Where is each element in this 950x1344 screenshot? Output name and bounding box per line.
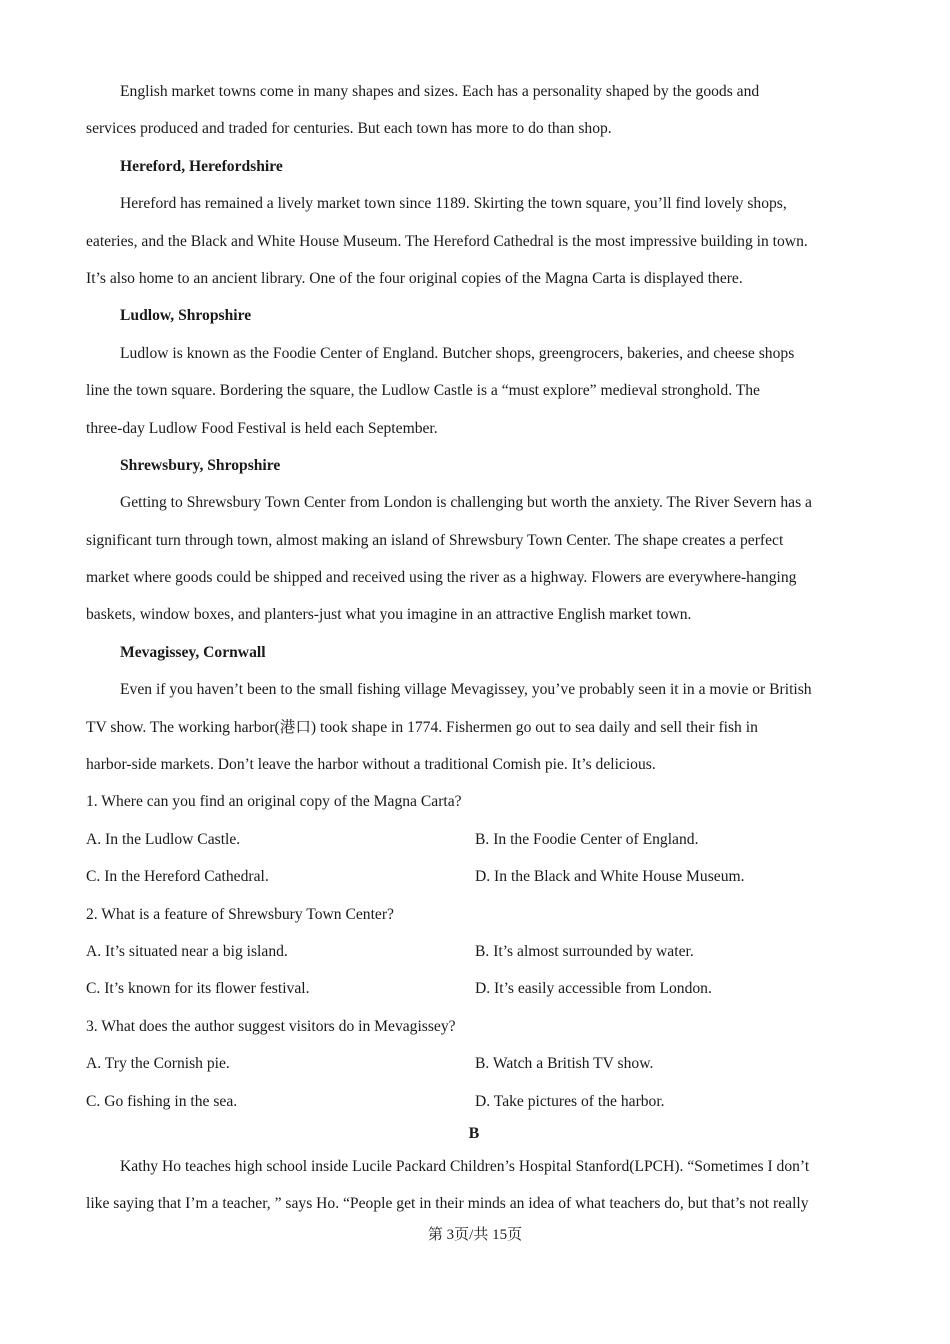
intro-line: English market towns come in many shapes and sizes. Each has a personality shaped by the goods and bbox=[120, 83, 760, 100]
section-heading-hereford: Hereford, Herefordshire bbox=[120, 157, 283, 175]
paragraph-line: market where goods could be shipped and received using the river as a highway. Flowers are everywhere-hanging bbox=[86, 569, 797, 587]
option-c: C. In the Hereford Cathedral. bbox=[86, 868, 269, 886]
option-b: B. In the Foodie Center of England. bbox=[475, 830, 699, 848]
paragraph-line: It’s also home to an ancient library. One of the four original copies of the Magna Carta is displayed there. bbox=[86, 269, 743, 287]
paragraph-line: Kathy Ho teaches high school inside Lucile Packard Children’s Hospital Stanford(LPCH). “Sometimes I don’t bbox=[120, 1157, 810, 1175]
section-heading-shrewsbury: Shrewsbury, Shropshire bbox=[120, 456, 281, 474]
question-stem: 3. What does the author suggest visitors do in Mevagissey? bbox=[86, 1017, 456, 1035]
paragraph-line: harbor-side markets. Don’t leave the harbor without a traditional Comish pie. It’s delicious. bbox=[86, 756, 656, 774]
paragraph-line: Hereford has remained a lively market town since 1189. Skirting the town square, you’ll find lovely shops, bbox=[120, 195, 787, 213]
option-a: A. Try the Cornish pie. bbox=[86, 1055, 230, 1073]
intro-line: services produced and traded for centuries. But each town has more to do than shop. bbox=[86, 120, 612, 138]
paragraph-line: TV show. The working harbor(港口) took shape in 1774. Fishermen go out to sea daily and sell their fish in bbox=[86, 718, 758, 736]
option-row bbox=[86, 1083, 864, 1120]
option-a: A. It’s situated near a big island. bbox=[86, 942, 288, 960]
option-row bbox=[86, 858, 864, 895]
paragraph-line: line the town square. Bordering the square, the Ludlow Castle is a “must explore” medieval stronghold. The bbox=[86, 382, 760, 400]
paragraph-line: eateries, and the Black and White House Museum. The Hereford Cathedral is the most impressive building in town. bbox=[86, 232, 808, 250]
option-a: A. In the Ludlow Castle. bbox=[86, 830, 241, 848]
option-b: B. Watch a British TV show. bbox=[475, 1055, 654, 1073]
option-row bbox=[86, 970, 864, 1007]
option-b: B. It’s almost surrounded by water. bbox=[475, 942, 694, 960]
question-stem: 1. Where can you find an original copy of the Magna Carta? bbox=[86, 793, 462, 811]
paragraph-line: Getting to Shrewsbury Town Center from London is challenging but worth the anxiety. The River Severn has a bbox=[120, 494, 812, 512]
paragraph-line: like saying that I’m a teacher, ” says Ho. “People get in their minds an idea of what teachers do, but that’s not really bbox=[86, 1195, 809, 1213]
option-row bbox=[86, 821, 864, 858]
paragraph-line: significant turn through town, almost making an island of Shrewsbury Town Center. The shape creates a perfect bbox=[86, 531, 784, 549]
paragraph-line: baskets, window boxes, and planters-just what you imagine in an attractive English market town. bbox=[86, 606, 692, 624]
option-c: C. It’s known for its flower festival. bbox=[86, 980, 310, 998]
document-page bbox=[86, 73, 864, 1223]
option-row bbox=[86, 1045, 864, 1082]
option-row bbox=[86, 933, 864, 970]
paragraph-line: three-day Ludlow Food Festival is held each September. bbox=[86, 419, 438, 437]
option-d: D. It’s easily accessible from London. bbox=[475, 980, 712, 998]
option-d: D. Take pictures of the harbor. bbox=[475, 1092, 665, 1110]
section-heading-mevagissey: Mevagissey, Cornwall bbox=[120, 643, 266, 661]
page-number-footer: 第 3页/共 15页 bbox=[427, 1227, 523, 1243]
section-heading-ludlow: Ludlow, Shropshire bbox=[120, 307, 252, 325]
question-stem: 2. What is a feature of Shrewsbury Town Center? bbox=[86, 905, 394, 923]
option-c: C. Go fishing in the sea. bbox=[86, 1092, 238, 1110]
section-b-heading: B bbox=[468, 1124, 480, 1142]
option-d: D. In the Black and White House Museum. bbox=[475, 868, 745, 886]
paragraph-line: Even if you haven’t been to the small fishing village Mevagissey, you’ve probably seen it in a movie or British bbox=[120, 681, 812, 699]
paragraph-line: Ludlow is known as the Foodie Center of England. Butcher shops, greengrocers, bakeries, and cheese shops bbox=[120, 344, 795, 362]
